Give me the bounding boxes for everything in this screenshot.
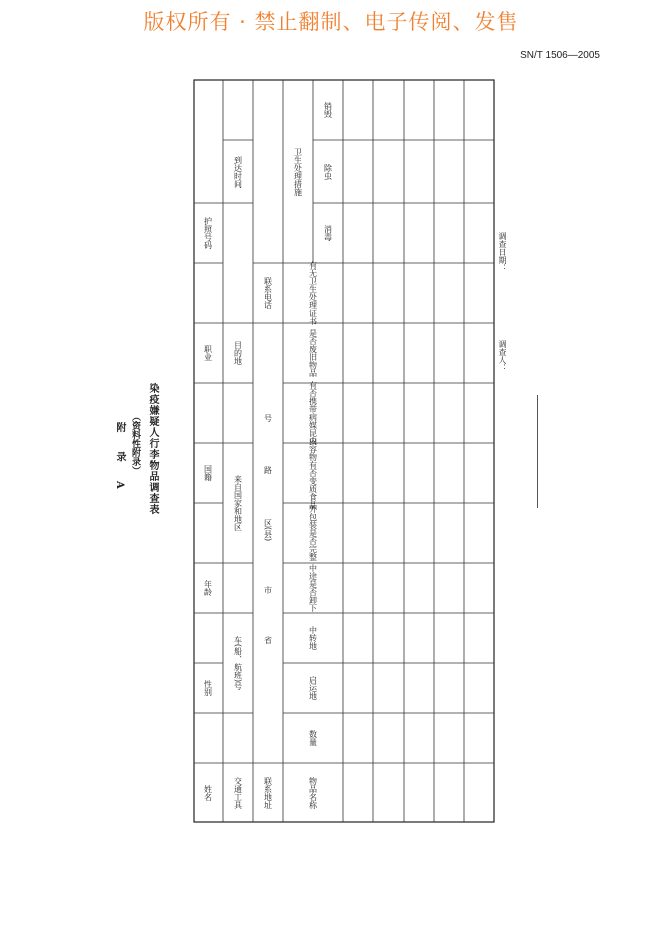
- label-address: 联系地址: [263, 777, 273, 809]
- label-road: 路: [263, 466, 273, 474]
- label-phone: 联系电话: [263, 277, 273, 309]
- label-transport: 交通工具: [233, 777, 243, 809]
- label-passport: 护照号码: [203, 217, 213, 249]
- label-sanitary-measures: 卫生处理措施: [293, 148, 303, 196]
- label-item-name: 物品名称: [308, 777, 318, 809]
- label-sanitary-cert: 有无卫生处理证书: [308, 261, 318, 325]
- standard-code: SN/T 1506—2005: [520, 50, 600, 61]
- label-waste-items: 是否废旧物品: [308, 329, 318, 377]
- label-province: 省: [263, 636, 273, 644]
- label-disinfect: 消毒: [323, 225, 333, 241]
- label-origin: 启运地: [308, 676, 318, 700]
- label-destination: 目的地: [233, 341, 243, 365]
- label-name: 姓名: [203, 785, 213, 801]
- table-border: [194, 80, 494, 822]
- label-nationality: 国籍: [203, 465, 213, 481]
- label-pest-kill: 除虫: [323, 164, 333, 180]
- label-city: 市: [263, 586, 273, 594]
- label-transit: 中转地: [308, 626, 318, 650]
- label-vehicle-number: 车(船、航班)号: [233, 635, 243, 691]
- label-content-spoiled: 内容物有否变质食品: [308, 437, 318, 509]
- label-district: 区(县): [263, 518, 273, 542]
- appendix-type: （资料性附录）: [130, 412, 140, 475]
- copyright-watermark: 版权所有 · 禁止翻制、电子传阅、发售: [143, 10, 519, 34]
- survey-date-label: 调查日期：: [498, 232, 507, 272]
- label-carries-vectors: 有否携带病媒昆虫: [308, 381, 318, 445]
- label-number: 号: [263, 414, 273, 422]
- label-from-region: 来自国家和地区: [233, 475, 243, 531]
- label-unload: 中途是否卸下: [308, 564, 318, 612]
- signature-line: [537, 395, 538, 508]
- investigator-label: 调查人：: [498, 340, 507, 372]
- label-arrival-time: 到达时间: [233, 156, 243, 188]
- label-gender: 性别: [203, 680, 213, 696]
- label-packaging: 外包装是否完整: [308, 505, 318, 561]
- label-quantity: 数量: [308, 730, 318, 746]
- form-title: 染疫嫌疑人行李物品调查表: [147, 383, 158, 515]
- label-destroy: 销毁: [323, 102, 333, 118]
- label-age: 年龄: [203, 580, 213, 596]
- appendix-label: 附 录 A: [114, 422, 125, 497]
- label-occupation: 职业: [203, 345, 213, 361]
